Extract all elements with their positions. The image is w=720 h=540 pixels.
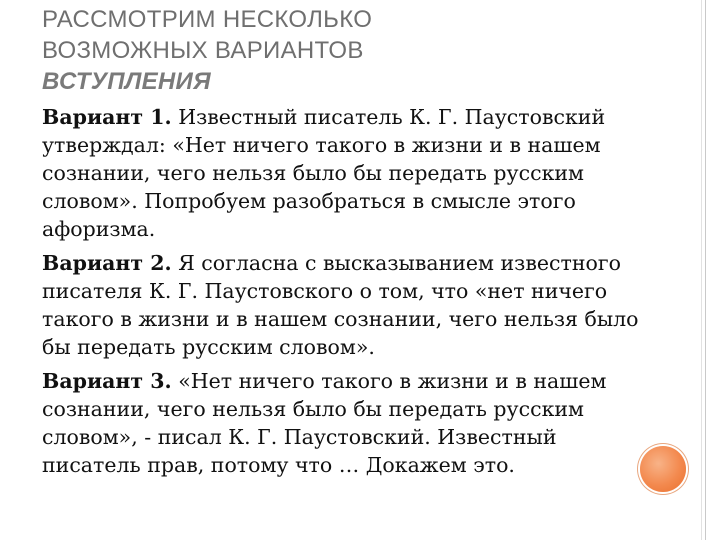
slide-frame-line xyxy=(705,0,706,540)
variant-1-paragraph xyxy=(42,103,682,243)
variant-1-line-4: словом». Попробуем разобраться в смысле этого xyxy=(42,189,576,213)
variant-2-paragraph xyxy=(42,249,682,361)
variant-3-text: «Нет ничего такого в жизни и в нашем xyxy=(171,369,607,393)
variant-3-line-4: писатель прав, потому что … Докажем это. xyxy=(42,453,515,477)
variant-1-label: Вариант 1. xyxy=(42,105,172,129)
variant-3-line-3: словом», - писал К. Г. Паустовский. Известный xyxy=(42,425,557,449)
variant-2-label: Вариант 2. xyxy=(42,251,172,275)
title-line-1: РАССМОТРИМ НЕСКОЛЬКО xyxy=(42,6,373,33)
variant-3-label: Вариант 3. xyxy=(42,369,172,393)
variant-1-line-2: утверждал: «Нет ничего такого в жизни и в нашем xyxy=(42,133,601,157)
variant-1-line-1 xyxy=(42,103,682,131)
variant-3-line-1 xyxy=(42,367,682,395)
variant-3-paragraph xyxy=(42,367,682,479)
title-line-2: ВОЗМОЖНЫХ ВАРИАНТОВ xyxy=(42,37,364,64)
slide-frame-line-inner xyxy=(701,0,702,540)
variant-3-line-2: сознании, чего нельзя было бы передать русским xyxy=(42,397,584,421)
variant-2-line-3: такого в жизни и в нашем сознании, чего нельзя было xyxy=(42,307,639,331)
decorative-orange-circle xyxy=(640,446,686,492)
variant-1-line-5: афоризма. xyxy=(42,217,156,241)
variant-2-line-2: писателя К. Г. Паустовского о том, что «нет ничего xyxy=(42,279,608,303)
variant-2-line-4: бы передать русским словом». xyxy=(42,335,375,359)
variant-2-line-1 xyxy=(42,249,682,277)
title-line-3: ВСТУПЛЕНИЯ xyxy=(42,68,211,95)
variant-2-text: Я согласна с высказыванием известного xyxy=(171,251,621,275)
variant-1-text: Известный писатель К. Г. Паустовский xyxy=(171,105,606,129)
variant-1-line-3: сознании, чего нельзя было бы передать русским xyxy=(42,161,584,185)
slide-title xyxy=(42,4,642,97)
slide-body xyxy=(42,103,682,485)
